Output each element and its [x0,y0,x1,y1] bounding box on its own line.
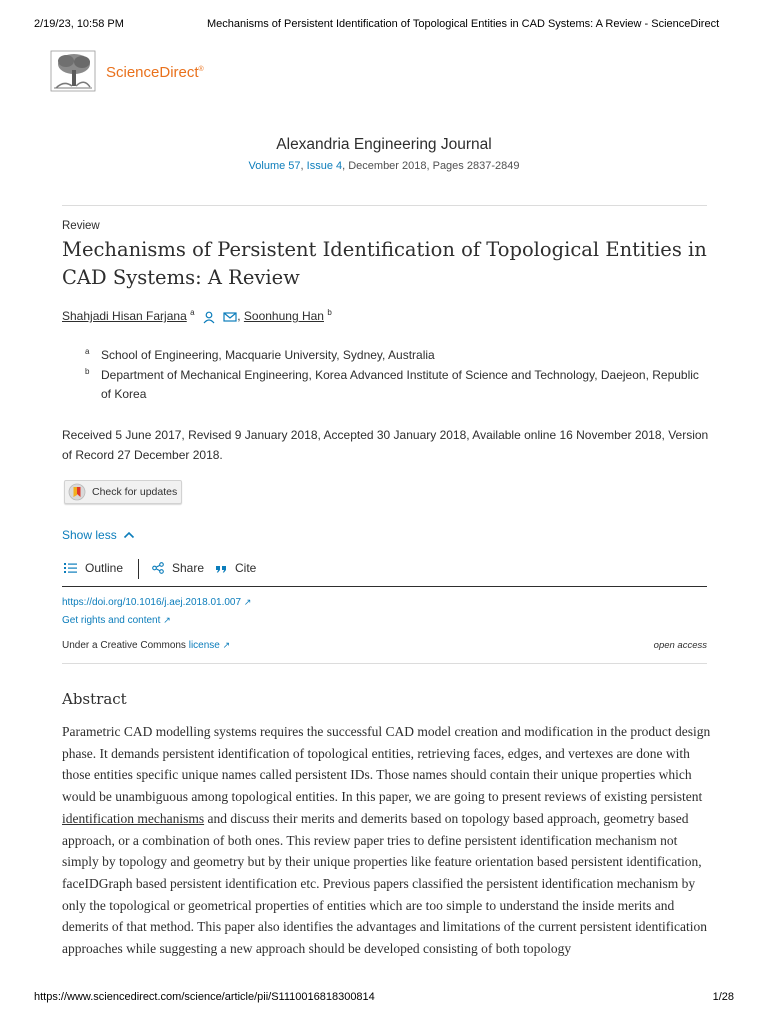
share-button[interactable]: Share [152,561,204,575]
list-icon [64,562,77,574]
journal-title[interactable]: Alexandria Engineering Journal [276,136,492,153]
volume-link[interactable]: Volume 57 [248,160,301,172]
affiliation-b: b Department of Mechanical Engineering, Korea Advanced Institute of Science and Technology, Daejeon, Republic of Korea [85,366,699,401]
article-type: Review [62,220,100,232]
journal-volume-info: Volume 57, Issue 4, December 2018, Pages 2837-2849 [248,160,520,172]
issue-link[interactable]: Issue 4 [306,160,343,172]
author-1[interactable]: Shahjadi Hisan Farjana $^a$ [62,308,195,323]
chevron-up-icon [123,531,135,539]
rights-link[interactable]: Get rights and content ↗ [62,615,171,626]
print-url: https://www.sciencedirect.com/science/article/pii/S1110016818300814 [34,991,375,1003]
external-link-icon: ↗ [163,615,171,625]
open-access-label: open access [653,640,707,651]
external-link-icon: ↗ [243,597,252,607]
share-icon [152,562,164,574]
toolbar-separator [138,559,139,579]
person-icon[interactable] [202,310,216,324]
external-link-icon: ↗ [222,640,231,650]
show-less-toggle[interactable]: Show less [62,528,135,542]
abstract-text: Parametric CAD modelling systems requires the successful CAD model creation and modification in the product design phase. It demands persistent identification of topological entities, retrieving faces, edges, and vertexes are done with those entities specific unique names called persistent IDs. Those names should contain their unique properties which would be unambiguous among topological entities. In this paper, we are going to present reviews of existing persistent identification mechanisms and discuss their merits and demerits based on topology based approach, geometry based approach, or a combination of both ones. This review paper tries to define persistent identification mechanism not simply by topology and geometry but by their unique properties like feature orientation based persistent identification, faceIDGraph based persistent identification etc. Previous papers classified the persistent identification mechanism by only the topological or geometrical properties of entities which are too simple to understand the inside merits and demerits of that method. This paper also identifies the advantages and limitations of the current persistent identification approaches while suggesting a new approach should be developed consisting of both topology [62,724,711,957]
divider [62,205,707,206]
check-for-updates-button[interactable]: Check for updates [64,480,182,504]
doi-link[interactable]: https://doi.org/10.1016/j.aej.2018.01.007 ↗ [62,597,252,608]
cite-button[interactable]: Cite [215,561,256,575]
print-page-number: 1/28 [712,991,734,1003]
abstract-heading: Abstract [62,690,127,708]
article-history: Received 5 June 2017, Revised 9 January 2018, Accepted 30 January 2018, Available online 16 November 2018, Version of Record 27 December 2018. [62,428,709,462]
elsevier-tree-icon [50,50,96,92]
article-title: Mechanisms of Persistent Identification of Topological Entities in CAD Systems: A Review [62,238,707,289]
date-pages: , December 2018, Pages 2837-2849 [342,160,520,172]
sciencedirect-wordmark: ScienceDirect® [106,64,204,81]
email-icon[interactable] [223,311,237,323]
author-list: Shahjadi Hisan Farjana $^a$ , Soonhung Han $^b$ [62,308,332,323]
affiliations [85,346,710,405]
license-line: Under a Creative Commons license ↗ [62,640,231,651]
outline-button[interactable]: Outline [64,561,123,575]
quote-icon [215,563,227,573]
print-datetime: 2/19/23, 10:58 PM [34,18,124,30]
article-toolbar [62,558,707,587]
license-link[interactable]: license ↗ [188,640,231,651]
divider [62,663,707,664]
author-2[interactable]: Soonhung Han $^b$ [243,308,332,323]
affiliation-a: a School of Engineering, Macquarie University, Sydney, Australia [85,347,435,362]
identification-mechanisms-link[interactable]: identification mechanisms [62,810,205,826]
crossmark-icon [68,483,86,501]
print-page-title: Mechanisms of Persistent Identification of Topological Entities in CAD Systems: A Review - ScienceDirect [207,18,720,30]
